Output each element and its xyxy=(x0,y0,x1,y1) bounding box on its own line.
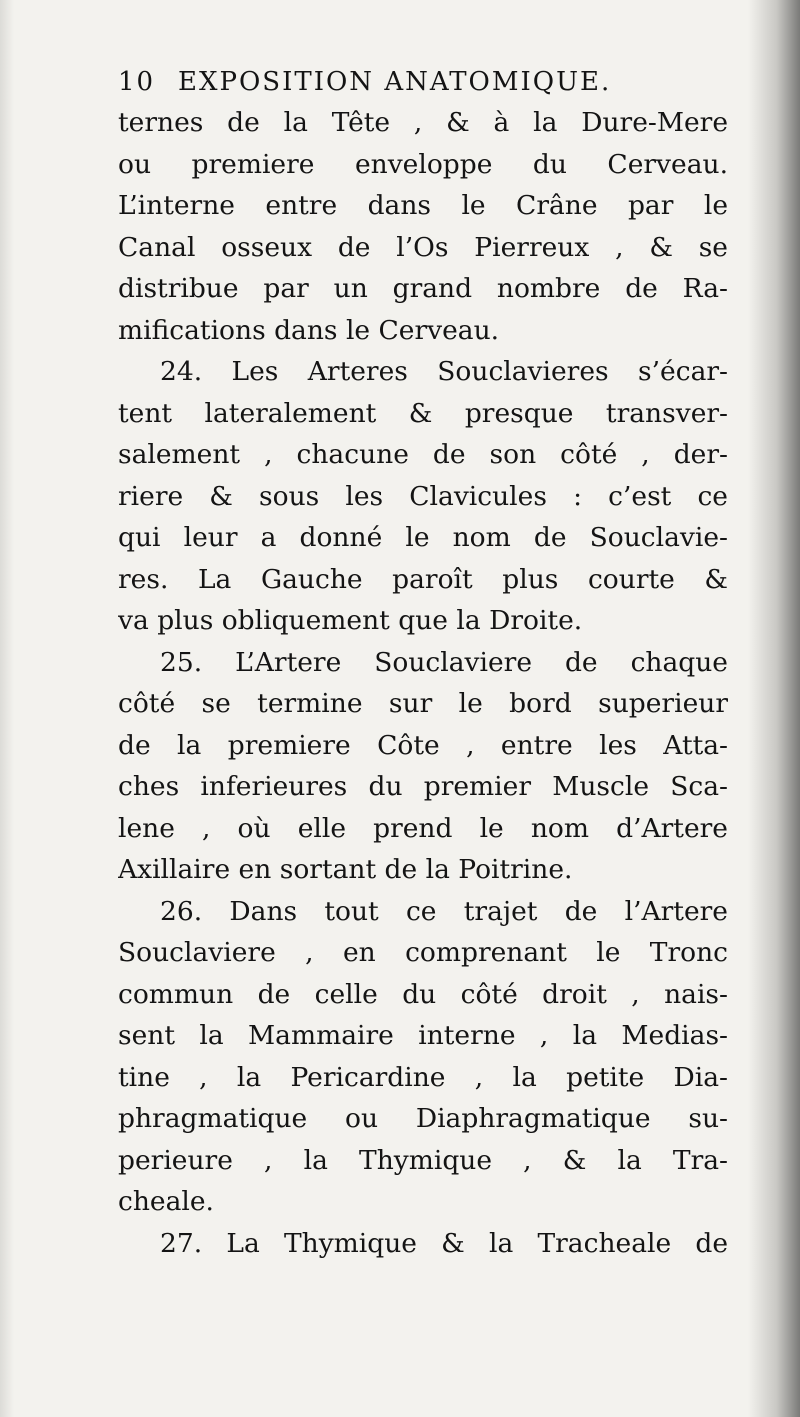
running-title: EXPOSITION ANATOMIQUE. xyxy=(178,67,612,97)
text-line: commun de celle du côté droit , nais- xyxy=(118,978,728,1010)
text-line: 27. La Thymique & la Tracheale de xyxy=(160,1227,728,1259)
text-line: 25. L’Artere Souclaviere de chaque xyxy=(160,646,728,678)
text-line: côté se termine sur le bord superieur xyxy=(118,688,728,719)
page-number: 10 xyxy=(118,67,156,97)
page-gutter-shadow xyxy=(748,0,800,1417)
text-line: perieure , la Thymique , & la Tra- xyxy=(118,1144,728,1176)
text-line: L’interne entre dans le Crâne par le xyxy=(118,190,728,221)
text-line: Canal osseux de l’Os Pierreux , & se xyxy=(118,231,728,263)
text-line: ches inferieures du premier Muscle Sca- xyxy=(118,771,728,802)
text-line: mifications dans le Cerveau. xyxy=(118,314,500,346)
text-block xyxy=(118,62,728,1264)
text-line: tent lateralement & presque transver- xyxy=(118,397,728,429)
text-line: qui leur a donné le nom de Souclavie- xyxy=(118,522,728,553)
text-line: sent la Mammaire interne , la Medias- xyxy=(118,1020,728,1051)
text-line: riere & sous les Clavicules : c’est ce xyxy=(118,480,728,512)
text-line: salement , chacune de son côté , der- xyxy=(118,439,728,470)
text-line: ternes de la Tête , & à la Dure-Mere xyxy=(118,107,728,138)
text-line: va plus obliquement que la Droite. xyxy=(118,605,583,636)
running-header xyxy=(118,62,728,102)
text-line: Souclaviere , en comprenant le Tronc xyxy=(118,937,728,968)
text-line: lene , où elle prend le nom d’Artere xyxy=(118,812,728,844)
page-left-edge xyxy=(0,0,14,1417)
text-line: cheale. xyxy=(118,1186,214,1217)
text-line: 24. Les Arteres Souclavieres s’écar- xyxy=(160,356,728,387)
text-line: de la premiere Côte , entre les Atta- xyxy=(118,729,728,761)
text-line: tine , la Pericardine , la petite Dia- xyxy=(118,1061,728,1093)
text-line: res. La Gauche paroît plus courte & xyxy=(118,563,728,595)
text-line: distribue par un grand nombre de Ra- xyxy=(118,273,728,304)
text-line: 26. Dans tout ce trajet de l’Artere xyxy=(160,895,728,927)
body-text xyxy=(118,102,728,1264)
text-line: ou premiere enveloppe du Cerveau. xyxy=(118,148,728,180)
text-line: Axillaire en sortant de la Poitrine. xyxy=(118,854,573,885)
text-line: phragmatique ou Diaphragmatique su- xyxy=(118,1103,728,1134)
